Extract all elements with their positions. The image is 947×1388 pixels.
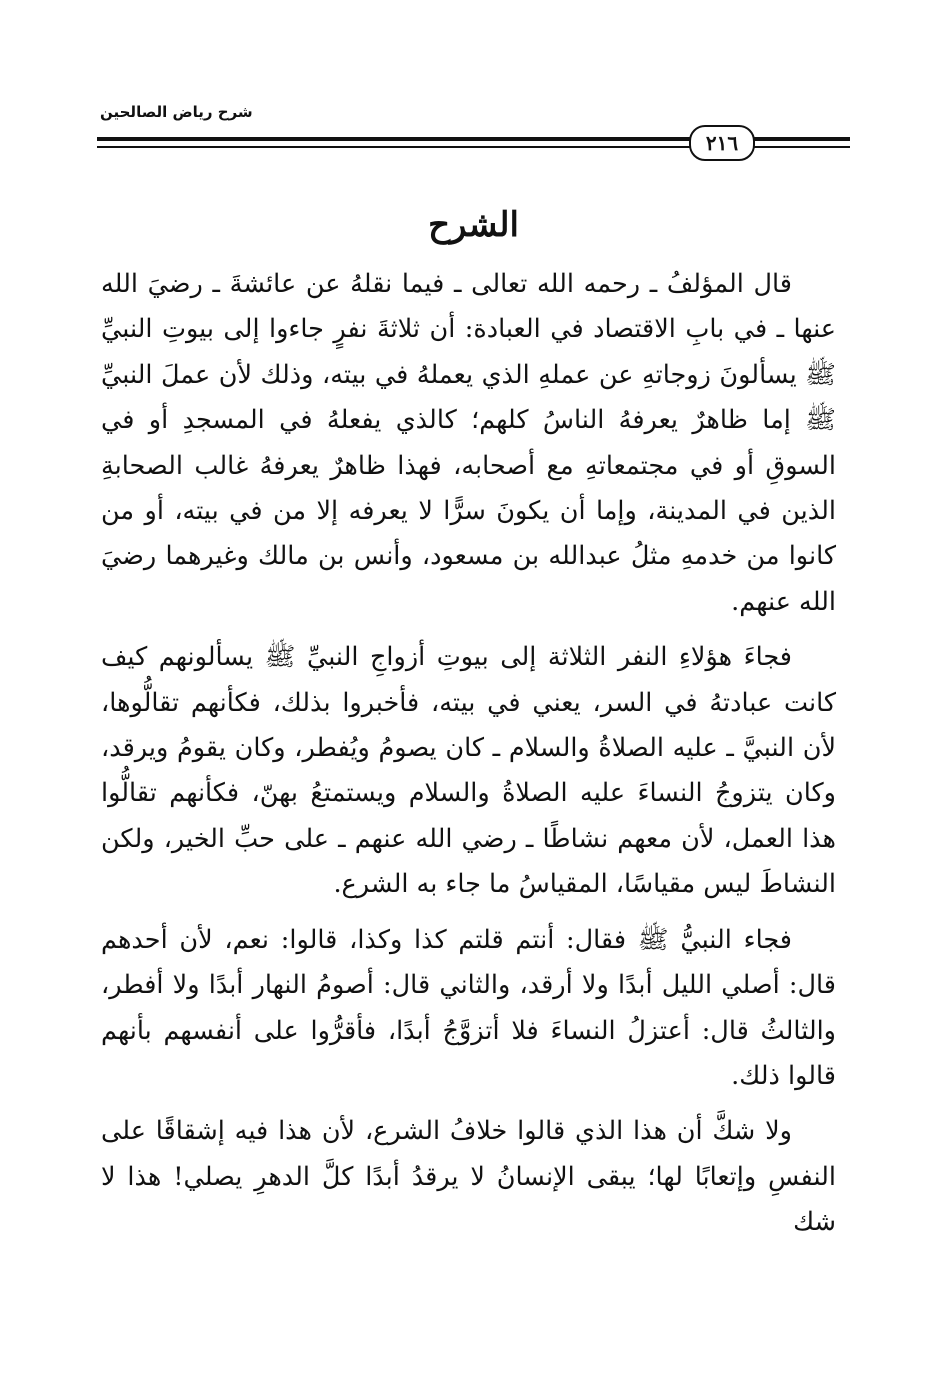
paragraph-2: فجاءَ هؤلاءِ النفر الثلاثة إلى بيوتِ أزواجِ النبيِّ ﷺ يسألونهم كيف كانت عبادتهُ في السر، يعني في بيته، فأخبروا بذلك، فكأنهم تقالُّوها، لأن النبيَّ ـ عليه الصلاةُ والسلام ـ كان يصومُ ويُفطر، وكان يقومُ ويرقد، وكان يتزوجُ النساءَ عليه الصلاةُ والسلام ويستمتعُ بهنّ، فكأنهم تقالُّوا هذا العمل، لأن معهم نشاطًا ـ رضي الله عنهم ـ على حبِّ الخير، ولكن النشاطَ ليس مقياسًا، المقياسُ ما جاء به الشرع. bbox=[101, 642, 836, 900]
section-title: الشرح bbox=[428, 205, 519, 245]
paragraph-3: فجاء النبيُّ ﷺ فقال: أنتم قلتم كذا وكذا، قالوا: نعم، لأن أحدهم قال: أصلي الليل أبدًا ولا أرقد، والثاني قال: أصومُ النهار أبدًا ولا أفطر، والثالثُ قال: أعتزلُ النساءَ فلا أتزوَّجُ أبدًا، فأقرُّوا على أنفسهم بأنهم قالوا ذلك. bbox=[101, 924, 836, 1091]
body-text bbox=[101, 262, 836, 1246]
running-header-title: شرح رياض الصالحين bbox=[100, 103, 253, 121]
page-number: ٢١٦ bbox=[689, 125, 755, 161]
paragraph-1: قال المؤلفُ ـ رحمه الله تعالى ـ فيما نقلهُ عن عائشةَ ـ رضيَ الله عنها ـ في بابِ الاقتصاد في العبادة: أن ثلاثةَ نفرٍ جاءوا إلى بيوتِ النبيِّ ﷺ يسألونَ زوجاتهِ عن عملهِ الذي يعملهُ في بيته، وذلك لأن عملَ النبيِّ ﷺ إما ظاهرٌ يعرفهُ الناسُ كلهم؛ كالذي يفعلهُ في المسجدِ أو في السوقِ أو في مجتمعاتهِ مع أصحابه، فهذا ظاهرٌ يعرفهُ غالب الصحابةِ الذين في المدينة، وإما أن يكونَ سرًّا لا يعرفه إلا من في بيته، أو من كانوا من خدمهِ مثلُ عبدالله بن مسعود، وأنس بن مالك وغيرهما رضيَ الله عنهم. bbox=[101, 269, 836, 617]
paragraph-4: ولا شكَّ أن هذا الذي قالوا خلافُ الشرع، لأن هذا فيه إشقاقًا على النفسِ وإتعابًا لها؛ يبقى الإنسانُ لا يرقدُ أبدًا كلَّ الدهرِ يصلي! هذا لا شك bbox=[101, 1116, 836, 1238]
